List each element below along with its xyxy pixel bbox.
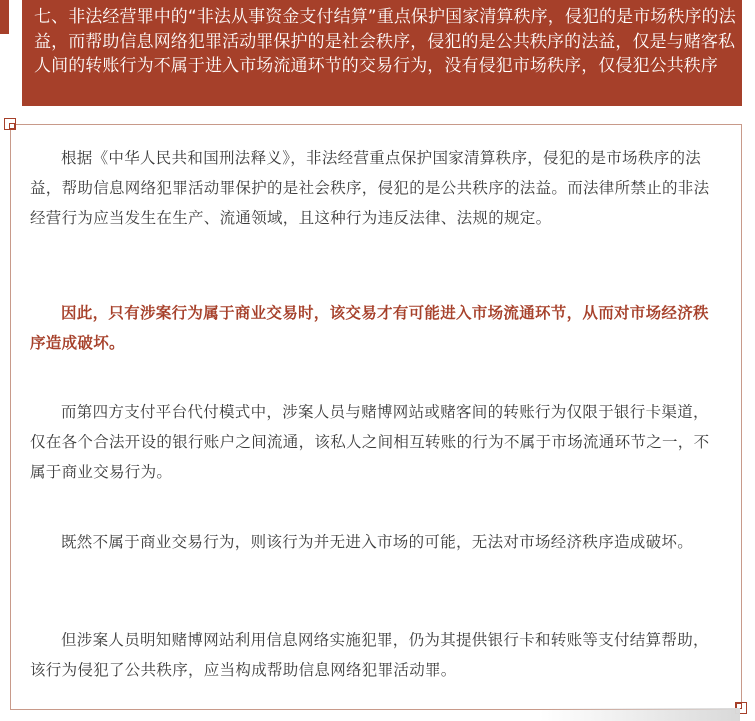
header-accent-bar [0, 0, 9, 34]
section-heading-text: 七、非法经营罪中的“非法从事资金支付结算”重点保护国家清算秩序，侵犯的是市场秩序的法益，而帮助信息网络犯罪活动罪保护的是社会秩序，侵犯的是公共秩序的法益，仅是与赌客私人间的转账行为不属于进入市场流通环节的交易行为，没有侵犯市场秩序，仅侵犯公共秩序 [34, 7, 736, 76]
paragraph-legal-interpretation: 根据《中华人民共和国刑法释义》，非法经营重点保护国家清算秩序，侵犯的是市场秩序的法益，帮助信息网络犯罪活动罪保护的是社会秩序，侵犯的是公共秩序的法益。而法律所禁止的非法经营行为应当发生在生产、流通领域，且这种行为违反法律、法规的规定。 [30, 149, 710, 227]
paragraph-fourth-party-payment: 而第四方支付平台代付模式中，涉案人员与赌博网站或赌客间的转账行为仅限于银行卡渠道，仅在各个合法开设的银行账户之间流通，该私人之间相互转账的行为不属于市场流通环节之一，不属于商业交易行为。 [30, 403, 710, 481]
section-heading [22, 0, 742, 106]
paragraph-not-commercial: 既然不属于商业交易行为，则该行为并无进入市场的可能，无法对市场经济秩序造成破坏。 [61, 533, 694, 551]
bottom-fade-decoration [540, 708, 740, 721]
paragraph-emphasis-conclusion: 因此，只有涉案行为属于商业交易时，该交易才有可能进入市场流通环节，从而对市场经济秩序造成破坏。 [30, 304, 709, 352]
frame-corner-decoration-top-left [4, 118, 16, 130]
paragraph-final-conclusion: 但涉案人员明知赌博网站利用信息网络实施犯罪，仍为其提供银行卡和转账等支付结算帮助，该行为侵犯了公共秩序，应当构成帮助信息网络犯罪活动罪。 [30, 631, 709, 679]
